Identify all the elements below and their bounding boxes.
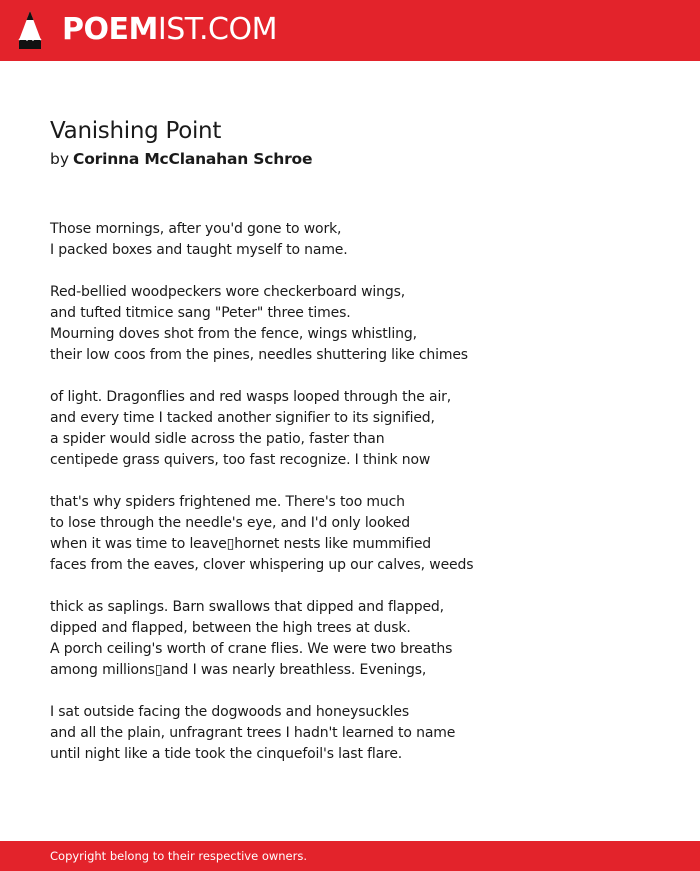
poem-line: Mourning doves shot from the fence, wings whistling, (50, 326, 417, 342)
poem-line: until night like a tide took the cinquefoil's last flare. (50, 746, 403, 762)
poem-line: I packed boxes and taught myself to name. (50, 242, 348, 258)
poem-line: thick as saplings. Barn swallows that dipped and flapped, (50, 599, 444, 615)
poem-line: faces from the eaves, clover whispering up our calves, weeds (50, 557, 474, 573)
poem-line: A porch ceiling's worth of crane flies. We were two breaths (50, 641, 453, 657)
poem-line: dipped and flapped, between the high trees at dusk. (50, 620, 411, 636)
poem-line: and all the plain, unfragrant trees I hadn't learned to name (50, 725, 456, 741)
stanza (50, 219, 670, 261)
stanza (50, 387, 670, 471)
stanza (50, 702, 670, 765)
site-header (0, 0, 700, 61)
stanza (50, 492, 670, 576)
poem-line: a spider would sidle across the patio, faster than (50, 431, 385, 447)
poem-line: when it was time to leave▯hornet nests like mummified (50, 536, 432, 552)
poem-line: Red-bellied woodpeckers wore checkerboard wings, (50, 284, 406, 300)
poem-line: centipede grass quivers, too fast recognize. I think now (50, 452, 431, 468)
poem-line: and every time I tacked another signifier to its signified, (50, 410, 435, 426)
poem-line: and tufted titmice sang "Peter" three times. (50, 305, 351, 321)
poem-line: to lose through the needle's eye, and I'd only looked (50, 515, 411, 531)
by-label: by (50, 150, 70, 168)
stanza (50, 282, 670, 366)
site-footer (0, 841, 700, 871)
poem-line: of light. Dragonflies and red wasps looped through the air, (50, 389, 452, 405)
logo-light-text: IST.COM (157, 12, 277, 47)
poem-title: Vanishing Point (50, 118, 222, 144)
copyright-notice: Copyright belong to their respective owners. (50, 849, 308, 863)
poem-line: their low coos from the pines, needles shuttering like chimes (50, 347, 468, 363)
stanza (50, 597, 670, 681)
author-name: Corinna McClanahan Schroe (73, 150, 313, 168)
poem-line: I sat outside facing the dogwoods and honeysuckles (50, 704, 410, 720)
logo-bold-text: POEM (62, 12, 158, 47)
site-logo[interactable] (62, 12, 277, 48)
byline (50, 148, 312, 170)
poem-line: that's why spiders frightened me. There's too much (50, 494, 405, 510)
poem-line: among millions▯and I was nearly breathless. Evenings, (50, 662, 427, 678)
poem-body (50, 219, 670, 786)
pencil-tip-icon (18, 10, 42, 50)
poem-line: Those mornings, after you'd gone to work, (50, 221, 342, 237)
